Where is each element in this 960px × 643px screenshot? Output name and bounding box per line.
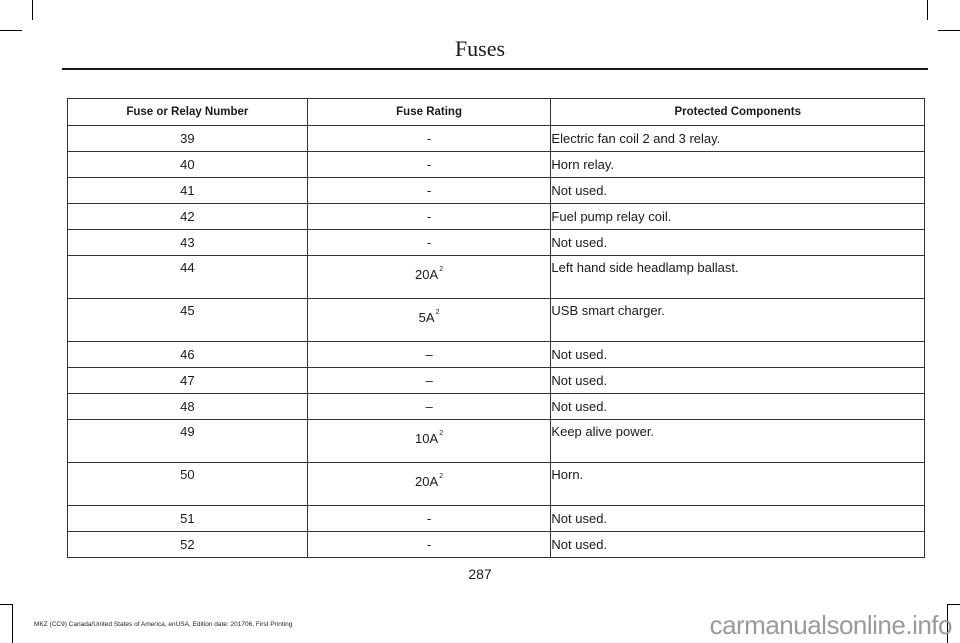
footnote-marker: 2 — [439, 472, 444, 480]
column-header-number: Fuse or Relay Number — [68, 99, 308, 126]
fuse-rating-value: – — [425, 347, 433, 362]
column-header-components: Protected Components — [551, 99, 925, 126]
table-row — [68, 230, 925, 256]
crop-mark — [938, 30, 960, 31]
fuse-number-cell: 52 — [68, 532, 308, 558]
footnote-marker: 2 — [439, 429, 444, 437]
fuse-rating-cell — [307, 532, 551, 558]
page-title: Fuses — [454, 36, 506, 61]
table-row — [68, 204, 925, 230]
fuse-rating-cell — [307, 152, 551, 178]
table-row — [68, 152, 925, 178]
fuse-number-cell: 39 — [68, 126, 308, 152]
fuse-number-cell: 48 — [68, 394, 308, 420]
watermark: carmanualsonline.info — [709, 610, 952, 640]
table-row — [68, 342, 925, 368]
protected-component-cell: Left hand side headlamp ballast. — [551, 256, 925, 299]
protected-component-cell: Horn relay. — [551, 152, 925, 178]
fuse-rating-value: - — [426, 511, 432, 526]
fuse-number-cell: 44 — [68, 256, 308, 299]
protected-component-cell: Keep alive power. — [551, 420, 925, 463]
protected-component-cell: Not used. — [551, 368, 925, 394]
fuse-rating-value: - — [426, 157, 432, 172]
fuse-rating-cell — [307, 368, 551, 394]
crop-mark — [0, 30, 22, 31]
fuse-rating-cell — [307, 256, 551, 299]
fuse-number-cell: 42 — [68, 204, 308, 230]
fuse-number-cell: 45 — [68, 299, 308, 342]
table-row — [68, 394, 925, 420]
footnote-marker: 2 — [439, 265, 444, 273]
crop-mark — [12, 604, 13, 643]
table-row — [68, 126, 925, 152]
fuse-rating-cell — [307, 463, 551, 506]
fuse-rating-value: 20A — [415, 474, 439, 489]
fuse-number-cell: 46 — [68, 342, 308, 368]
table-row — [68, 506, 925, 532]
page-number: 287 — [468, 566, 492, 582]
protected-component-cell: Electric fan coil 2 and 3 relay. — [551, 126, 925, 152]
protected-component-cell: Not used. — [551, 178, 925, 204]
crop-mark — [32, 0, 33, 20]
fuse-rating-cell — [307, 204, 551, 230]
table-row — [68, 256, 925, 299]
fuse-number-cell: 43 — [68, 230, 308, 256]
fuse-rating-value: – — [425, 399, 433, 414]
header-divider — [62, 68, 928, 70]
protected-component-cell: USB smart charger. — [551, 299, 925, 342]
fuse-rating-cell — [307, 126, 551, 152]
footer-edition-text: MKZ (CC9) Canada/United States of America, enUSA, Edition date: 201706, First Printing — [34, 621, 293, 628]
table-row — [68, 368, 925, 394]
fuse-rating-cell — [307, 342, 551, 368]
protected-component-cell: Not used. — [551, 394, 925, 420]
fuse-rating-value: 5A — [418, 310, 435, 325]
protected-component-cell: Not used. — [551, 506, 925, 532]
fuse-rating-value: - — [426, 183, 432, 198]
fuse-rating-cell — [307, 420, 551, 463]
table-row — [68, 178, 925, 204]
fuse-number-cell: 47 — [68, 368, 308, 394]
fuse-rating-value: - — [426, 235, 432, 250]
fuse-table — [67, 98, 925, 558]
crop-mark — [927, 0, 928, 20]
protected-component-cell: Horn. — [551, 463, 925, 506]
table-row — [68, 463, 925, 506]
protected-component-cell: Not used. — [551, 230, 925, 256]
fuse-number-cell: 40 — [68, 152, 308, 178]
footnote-marker: 2 — [435, 308, 440, 316]
column-header-rating: Fuse Rating — [307, 99, 551, 126]
fuse-rating-cell — [307, 506, 551, 532]
table-row — [68, 299, 925, 342]
fuse-number-cell: 41 — [68, 178, 308, 204]
fuse-rating-value: - — [426, 209, 432, 224]
fuse-number-cell: 49 — [68, 420, 308, 463]
table-header-row — [68, 99, 925, 126]
fuse-rating-value: - — [426, 537, 432, 552]
fuse-rating-value: – — [425, 373, 433, 388]
protected-component-cell: Fuel pump relay coil. — [551, 204, 925, 230]
crop-mark — [948, 604, 960, 605]
fuse-number-cell: 50 — [68, 463, 308, 506]
protected-component-cell: Not used. — [551, 532, 925, 558]
fuse-number-cell: 51 — [68, 506, 308, 532]
fuse-rating-cell — [307, 394, 551, 420]
table-row — [68, 532, 925, 558]
fuse-rating-value: - — [426, 131, 432, 146]
fuse-rating-value: 20A — [415, 267, 439, 282]
fuse-rating-cell — [307, 299, 551, 342]
fuse-rating-value: 10A — [415, 431, 439, 446]
crop-mark — [0, 604, 12, 605]
protected-component-cell: Not used. — [551, 342, 925, 368]
fuse-rating-cell — [307, 178, 551, 204]
table-row — [68, 420, 925, 463]
fuse-rating-cell — [307, 230, 551, 256]
